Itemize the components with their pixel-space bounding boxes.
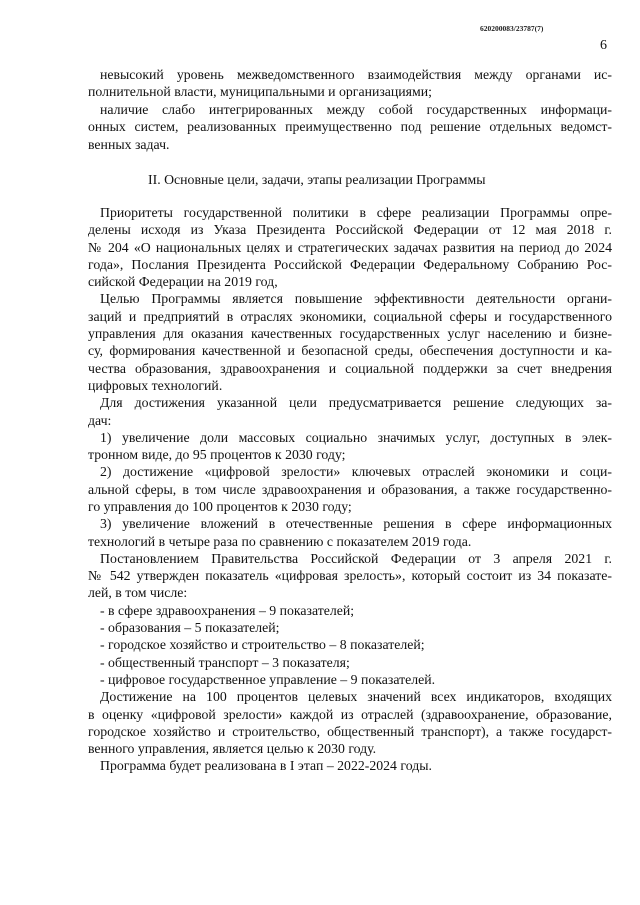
text-line: - общественный транспорт – 3 показателя; bbox=[100, 654, 350, 670]
paragraph bbox=[88, 550, 612, 602]
text-line: чества образования, здравоохранения и социальной поддержки за счет внедрения bbox=[88, 360, 612, 376]
text-line: 1) увеличение доли массовых социально значимых услуг, доступных в элек- bbox=[100, 429, 612, 445]
paragraph bbox=[88, 66, 612, 101]
text-line: лей, в том числе: bbox=[88, 585, 188, 601]
text-line: Для достижения указанной цели предусматривается решение следующих за- bbox=[100, 395, 612, 411]
text-line: Программа будет реализована в I этап – 2022-2024 годы. bbox=[100, 758, 432, 774]
list-item bbox=[88, 671, 612, 688]
text-line: № 204 «О национальных целях и стратегических задачах развития на период до 2024 bbox=[88, 239, 612, 255]
list-item bbox=[88, 636, 612, 653]
text-line: городское хозяйство и строительство, общественный транспорт), а также государст- bbox=[88, 723, 612, 739]
paragraph bbox=[88, 757, 612, 774]
text-line: в оценку «цифровой зрелости» каждой из отраслей (здравоохранение, образование, bbox=[88, 706, 612, 722]
text-line: венного управления, является целью к 2030 году. bbox=[88, 741, 377, 757]
numbered-item bbox=[88, 463, 612, 515]
text-line: невысокий уровень межведомственного взаимодействия между органами ис- bbox=[100, 67, 612, 82]
text-line: управления для оказания качественных государственных услуг населению и бизне- bbox=[88, 326, 612, 342]
document-id: 620200083/23787(7) bbox=[480, 24, 544, 33]
text-line: Достижение на 100 процентов целевых значений всех индикаторов, входящих bbox=[100, 689, 612, 705]
page-number: 6 bbox=[600, 38, 607, 53]
text-line: 3) увеличение вложений в отечественные решения в сфере информационных bbox=[100, 516, 612, 532]
text-line: тронном виде, до 95 процентов к 2030 году; bbox=[88, 447, 346, 463]
document-body bbox=[88, 66, 612, 775]
text-line: года», Послания Президента Российской Федерации Федеральному Собранию Рос- bbox=[88, 256, 612, 272]
text-line: Целью Программы является повышение эффективности деятельности органи- bbox=[100, 291, 612, 307]
text-line: - городское хозяйство и строительство – 8 показателей; bbox=[100, 637, 425, 653]
text-line: технологий в четыре раза по сравнению с показателем 2019 года. bbox=[88, 533, 472, 549]
list-item bbox=[88, 602, 612, 619]
text-line: цифровых технологий. bbox=[88, 377, 223, 393]
text-line: Постановлением Правительства Российской Федерации от 3 апреля 2021 г. bbox=[100, 550, 612, 566]
text-line: - образования – 5 показателей; bbox=[100, 620, 280, 636]
numbered-item bbox=[88, 429, 612, 464]
text-line: су, формирования качественной и безопасной среды, обеспечения доступности и ка- bbox=[88, 343, 612, 359]
text-line: дач: bbox=[88, 412, 112, 428]
text-line: заций и предприятий в отраслях экономики, социальной сферы и государственного bbox=[88, 308, 612, 324]
paragraph bbox=[88, 101, 612, 153]
text-line: сийской Федерации на 2019 год, bbox=[88, 274, 278, 290]
text-line: го управления до 100 процентов к 2030 году; bbox=[88, 498, 352, 514]
text-line: № 542 утвержден показатель «цифровая зрелость», который состоит из 34 показате- bbox=[88, 568, 612, 584]
list-item bbox=[88, 619, 612, 636]
paragraph bbox=[88, 394, 612, 429]
text-line: альной сферы, в том числе здравоохранения и образования, а также государственно- bbox=[88, 481, 612, 497]
text-line: 2) достижение «цифровой зрелости» ключевых отраслей экономики и соци- bbox=[100, 464, 612, 480]
text-line: наличие слабо интегрированных между собой государственных информаци- bbox=[100, 101, 612, 117]
intro-block bbox=[88, 66, 612, 153]
paragraph bbox=[88, 204, 612, 290]
section-body bbox=[88, 204, 612, 775]
section-heading: II. Основные цели, задачи, этапы реализации Программы bbox=[148, 171, 486, 187]
text-line: онных систем, реализованных преимущественно под решение отдельных ведомст- bbox=[88, 119, 612, 135]
text-line: Приоритеты государственной политики в сфере реализации Программы опре- bbox=[100, 204, 612, 220]
text-line: - в сфере здравоохранения – 9 показателей; bbox=[100, 602, 355, 618]
list-item bbox=[88, 654, 612, 671]
paragraph bbox=[88, 290, 612, 394]
text-line: делены исходя из Указа Президента Российской Федерации от 12 мая 2018 г. bbox=[88, 222, 612, 238]
numbered-item bbox=[88, 515, 612, 550]
paragraph bbox=[88, 688, 612, 757]
text-line: полнительной власти, муниципальными и организациями; bbox=[88, 84, 432, 100]
text-line: венных задач. bbox=[88, 136, 170, 152]
text-line: - цифровое государственное управление – 9 показателей. bbox=[100, 671, 436, 687]
